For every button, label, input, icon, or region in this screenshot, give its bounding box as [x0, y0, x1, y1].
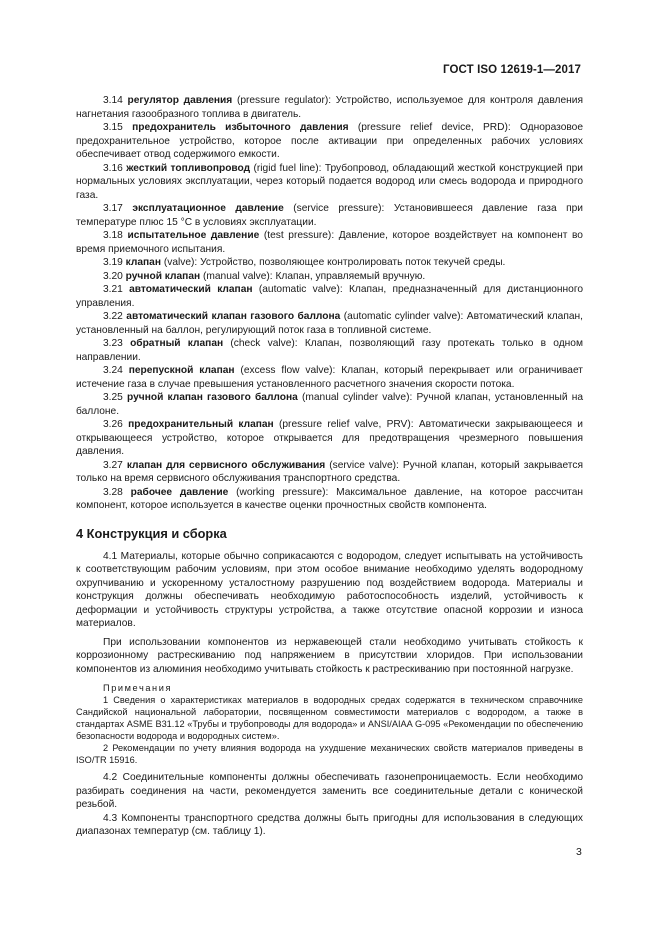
definition-3-18 — [76, 229, 583, 256]
definition-text: Давление, которое воздействует на компонент во время приемочного испытания. — [76, 230, 583, 255]
definition-text: Трубопровод, обладающий жесткой конструкцией при нормальных условиях эксплуатации, через который подается водород или смесь водорода и природного газа. — [76, 162, 583, 201]
paragraph-4-1: 4.1 Материалы, которые обычно соприкасаются с водородом, следует испытывать на устойчивость к соответствующим рабочим условиям, при этом особое внимание необходимо уделять водородному охрупчиванию и ускоренному усталостному разрушению под воздействием водорода. Материалы и конструкция должны обеспечивать необходимую работоспособность изделий, устойчивость к деформации и устойчивость структуры устройства, а также отсутствие опасной коррозии и износа материалов. — [76, 550, 583, 629]
definition-english-term: (pressure relief device, PRD): — [357, 122, 511, 133]
definition-3-23 — [76, 337, 583, 364]
definition-number: 3.22 — [103, 311, 123, 322]
definition-text: Ручной клапан, который закрывается только на время сервисного обслуживания транспортного средства. — [76, 459, 583, 484]
definition-3-26 — [76, 418, 583, 459]
definition-term: автоматический клапан — [129, 284, 253, 295]
definition-number: 3.21 — [103, 284, 123, 295]
definition-english-term: (service valve): — [329, 459, 399, 471]
paragraph-stainless-aluminium: При использовании компонентов из нержавеющей стали необходимо учитывать стойкость к коррозионному растрескиванию под напряжением в присутствии хлоридов. При использовании компонентов из алюминия необходимо учитывать стойкость к растрескиванию при постоянной нагрузке. — [76, 636, 583, 675]
definition-number: 3.24 — [103, 365, 123, 376]
definition-text: Клапан, который перекрывает или ограничивает истечение газа в случае превышения установленного расчетного значения скорости потока. — [76, 365, 583, 390]
note-2: 2 Рекомендации по учету влияния водорода на ухудшение механических свойств материалов приведены в ISO/TR 15916. — [76, 743, 583, 765]
definition-number: 3.15 — [103, 122, 123, 133]
definition-number: 3.26 — [103, 419, 123, 430]
definition-term: эксплуатационное давление — [132, 203, 284, 214]
document-code-header: ГОСТ ISO 12619-1—2017 — [443, 64, 581, 76]
definition-number: 3.20 — [103, 270, 123, 282]
definition-term: клапан для сервисного обслуживания — [126, 459, 326, 471]
definition-text: Устройство, позволяющее контролировать поток текучей среды. — [200, 257, 506, 268]
definition-3-14 — [76, 94, 583, 121]
definition-term: жесткий топливопровод — [126, 162, 251, 174]
definition-number: 3.25 — [103, 392, 123, 403]
definition-3-17 — [76, 202, 583, 229]
definition-text: Установившееся давление газа при температуре плюс 15 °С в условиях эксплуатации. — [76, 203, 583, 228]
definition-english-term: (test pressure): — [263, 230, 335, 241]
definition-3-28 — [76, 486, 583, 513]
paragraph-4-3: 4.3 Компоненты транспортного средства должны быть пригодны для использования в следующих диапазонах температур (см. таблицу 1). — [76, 812, 583, 837]
section-heading: 4 Конструкция и сборка — [76, 525, 227, 541]
definition-term: автоматический клапан газового баллона — [126, 311, 341, 322]
definition-3-21 — [76, 283, 583, 310]
page-number: 3 — [576, 846, 582, 858]
definition-text: Клапан, позволяющий газу протекать только в одном направлении. — [76, 338, 583, 363]
definition-text: Автоматический клапан, установленный на баллон, регулирующий поток газа в топливной системе. — [76, 311, 583, 336]
definition-3-20 — [76, 270, 583, 284]
definition-text: Ручной клапан, установленный на баллоне. — [76, 392, 583, 417]
definition-english-term: (rigid fuel line): — [253, 162, 322, 174]
definitions-list — [76, 94, 583, 513]
paragraph-4-2: 4.2 Соединительные компоненты должны обеспечивать газонепроницаемость. Если необходимо разбирать соединения на части, рекомендуется заменить все соединительные детали с конической резьбой. — [76, 772, 583, 810]
definition-english-term: (excess flow valve): — [240, 365, 336, 376]
definition-english-term: (automatic cylinder valve): — [343, 311, 464, 322]
definition-term: обратный клапан — [130, 338, 224, 349]
definition-number: 3.27 — [103, 459, 123, 471]
definition-term: регулятор давления — [127, 95, 233, 106]
definition-english-term: (working pressure): — [236, 486, 329, 498]
page-body — [76, 94, 583, 839]
definition-number: 3.16 — [103, 162, 123, 174]
definition-number: 3.14 — [103, 95, 123, 106]
definition-term: ручной клапан — [125, 270, 201, 282]
definition-text: Одноразовое предохранительное устройство, которое после активации при определенных рабочих условиях обеспечивает отвод содержимого емкости. — [76, 122, 583, 160]
definition-text: Максимальное давление, на которое рассчитан компонент, которое используется в качестве оценки прочностных свойств компонента. — [76, 486, 583, 511]
definition-term: клапан — [125, 257, 162, 268]
note-1: 1 Сведения о характеристиках материалов в водородных средах содержатся в техническом справочнике Сандийской национальной лаборатории, посвященном совместимости материалов с водородом, а также в стандартах ASME B31.12 «Трубы и трубопроводы для водорода» и ANSI/AIAA G-095 «Рекомендации по обеспечению безопасности водорода и водородных систем». — [76, 695, 583, 741]
definition-term: предохранитель избыточного давления — [132, 122, 349, 133]
definition-3-22 — [76, 310, 583, 337]
definition-english-term: (check valve): — [230, 338, 298, 349]
definition-3-24 — [76, 364, 583, 391]
definition-text: Клапан, предназначенный для дистанционного управления. — [76, 284, 583, 309]
definition-term: ручной клапан газового баллона — [127, 392, 298, 403]
definition-english-term: (pressure regulator): — [236, 95, 332, 106]
definition-number: 3.19 — [103, 257, 123, 268]
definition-term: предохранительный клапан — [128, 419, 274, 430]
definition-english-term: (automatic valve): — [258, 284, 343, 295]
definition-english-term: (manual valve): — [203, 270, 273, 282]
definition-text: Клапан, управляемый вручную. — [275, 270, 426, 282]
definition-english-term: (valve): — [163, 257, 198, 268]
definition-number: 3.23 — [103, 338, 123, 349]
definition-number: 3.18 — [103, 230, 123, 241]
definition-3-16 — [76, 162, 583, 203]
definition-term: рабочее давление — [130, 486, 229, 498]
definition-number: 3.28 — [103, 486, 123, 498]
definition-number: 3.17 — [103, 203, 123, 214]
definition-english-term: (pressure relief valve, PRV): — [279, 419, 414, 430]
definition-3-27 — [76, 459, 583, 486]
notes-heading: Примечания — [103, 683, 173, 693]
definition-text: Автоматически закрывающееся и открывающееся устройство, которое открывается для предотвращения чрезмерного повышения давления. — [76, 419, 583, 457]
definition-3-25 — [76, 391, 583, 418]
definition-term: перепускной клапан — [128, 365, 235, 376]
definition-text: Устройство, используемое для контроля давления нагнетания газообразного топлива в двигатель. — [76, 95, 583, 120]
definition-english-term: (service pressure): — [293, 203, 385, 214]
definition-3-15 — [76, 121, 583, 162]
definition-english-term: (manual cylinder valve): — [302, 392, 413, 403]
definition-3-19 — [76, 256, 583, 270]
definition-term: испытательное давление — [127, 230, 260, 241]
